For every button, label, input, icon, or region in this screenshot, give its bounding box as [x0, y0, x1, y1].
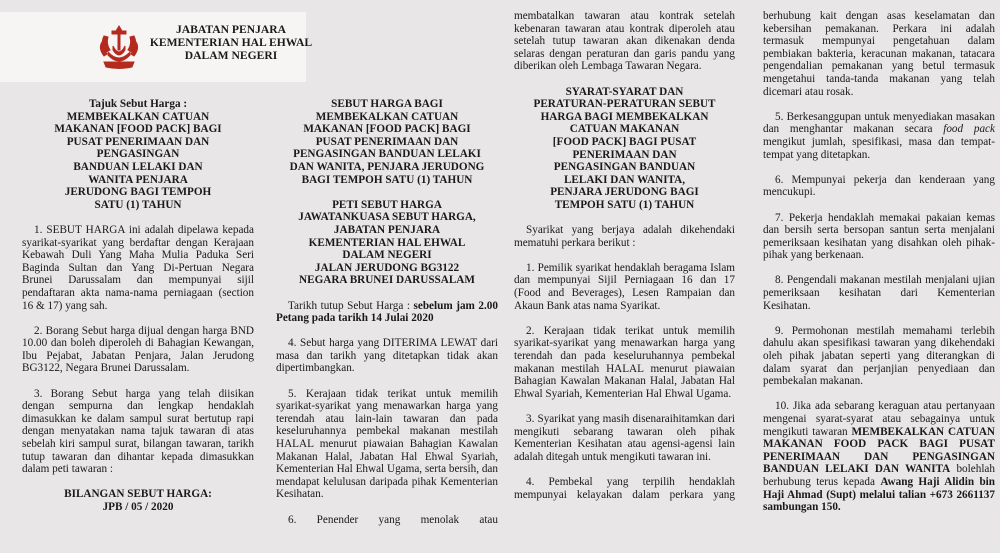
condition-2: 2. Kerajaan tidak terikat untuk memilih syarikat-syarikat yang menawarkan harga yang terendah dan pada keseluruhannya pembekal makanan mestilah HALAL menurut piawaian Bahagian Kawalan Makanan Halal, Jabatan Hal Ehwal Syariah, Kementerian Hal Ehwal Ugama.: [514, 324, 735, 400]
address-line: JAWATANKUASA SEBUT HARGA,: [298, 211, 476, 224]
column-4-body: [763, 10, 995, 514]
title-line: MEMBEKALKAN CATUAN: [66, 110, 210, 123]
title-line: BANDUAN LELAKI DAN: [73, 160, 203, 173]
condition-5-italic: food pack: [943, 123, 995, 136]
title-line: MAKANAN [FOOD PACK] BAGI: [303, 123, 471, 136]
quote-title: [22, 98, 254, 211]
address-line: JABATAN PENJARA: [333, 223, 441, 236]
brunei-crest-icon: [96, 22, 142, 72]
header-line: KEMENTERIAN HAL EHWAL: [149, 35, 313, 49]
title-line: SATU (1) TAHUN: [94, 198, 182, 211]
condition-5-text: 5. Berkesanggupan untuk menyediakan masakan dan menghantar makanan secara: [763, 110, 995, 136]
section-title: [276, 98, 498, 186]
title-line: CATUAN MAKANAN: [569, 123, 680, 136]
title-line: PENGASINGAN: [96, 148, 180, 161]
paragraph-5: 5. Kerajaan tidak terikat untuk memilih syarikat-syarikat yang menawarkan harga yang terendah atau lain-lain tawaran dan pada keseluruhannya pembekal makanan mestilah HALAL menurut piawaian Bahagian Kawalan Makanan Halal, Jabatan Hal Ehwal Syariah, Kementerian Hal Ehwal Ugama, serta bersih, dan mendapat kelulusan daripada pihak Kementerian Kesihatan.: [276, 387, 498, 501]
column-4: [763, 0, 995, 553]
paragraph-6: 6. Penender yang menolak atau: [288, 513, 498, 526]
column-2: [276, 0, 498, 553]
column-1-body: [22, 98, 254, 514]
title-line: PUSAT PENERIMAAN DAN: [66, 135, 210, 148]
header-line: DALAM NEGERI: [184, 48, 278, 62]
column-2-body: [276, 98, 498, 526]
title-line: PENGASINGAN BANDUAN: [553, 161, 696, 174]
title-line: SYARAT-SYARAT DAN: [565, 85, 684, 98]
condition-5-text-end: mengikut jumlah, spesifikasi, masa dan tempat-tempat yang ditetapkan.: [763, 135, 995, 161]
address-line: NEGARA BRUNEI DARUSSALAM: [299, 274, 475, 287]
title-line: HARGA BAGI MEMBEKALKAN: [540, 110, 709, 123]
column-3-body: [514, 10, 735, 501]
title-line: BAGI TEMPOH SATU (1) TAHUN: [301, 173, 473, 186]
condition-7: 7. Pekerja hendaklah memakai pakaian kemas dan bersih serta bersopan santun serta menjalani pemeriksaan kesihatan yang disahkan oleh pihak-pihak yang berkenaan.: [763, 211, 995, 262]
quote-number-value: JPB / 05 / 2020: [102, 501, 174, 513]
conditions-title: [514, 86, 735, 212]
title-line: SEBUT HARGA BAGI: [331, 98, 443, 110]
title-line: LELAKI DAN WANITA,: [563, 173, 686, 186]
paragraph-1: 1. SEBUT HARGA ini adalah dipelawa kepada syarikat-syarikat yang berdaftar dengan Kerajaan Kebawah Duli Yang Maha Mulia Paduka Seri Baginda Sultan dan Yang Di-Pertuan Negara Brunei Darussalam dan mempunyai sijil pendaftaran akta nama-nama perniagaan (section 16 & 17) yang sah.: [22, 223, 254, 312]
title-line: PUSAT PENERIMAAN DAN: [315, 135, 459, 148]
column-3: [514, 0, 735, 553]
condition-10-contact: Awang Haji Alidin bin Haji Ahmad (Supt) melalui talian +673 2661137 sambungan 150.: [763, 475, 995, 514]
paragraph-4: 4. Sebut harga yang DITERIMA LEWAT dari masa dan tarikh yang ditetapkan tidak akan dipertimbangkan.: [276, 337, 498, 375]
condition-3: 3. Syarikat yang masih disenaraihitamkan dari mengikuti sebarang tawaran oleh pihak Kementerian Kesihatan atau agensi-agensi lain adalah ditegah untuk mengikuti tawaran ini.: [514, 413, 735, 463]
title-line: [FOOD PACK] BAGI PUSAT: [552, 135, 697, 148]
title-line: JERUDONG BAGI TEMPOH: [64, 186, 212, 199]
paragraph-2: 2. Borang Sebut harga dijual dengan harga BND 10.00 dan boleh diperoleh di Bahagian Kewangan, Ibu Pejabat, Jabatan Penjara, Jalan Jerudong BG3122, Negara Brunei Darussalam.: [22, 324, 254, 375]
title-line: PENERIMAAN DAN: [572, 148, 677, 161]
condition-10-contact-intro: bolehlah berhubung terus kepada: [763, 463, 995, 488]
condition-6: 6. Mempunyai pekerja dan kenderaan yang mencukupi.: [763, 173, 995, 199]
title-line: PERATURAN-PERATURAN SEBUT: [533, 98, 716, 111]
address-line: JALAN JERUDONG BG3122: [314, 261, 460, 274]
title-line: Tajuk Sebut Harga :: [88, 98, 188, 110]
column-1: [22, 0, 313, 553]
condition-5: [763, 111, 995, 161]
header-line: JABATAN PENJARA: [175, 23, 287, 36]
condition-4-continued: berhubung kait dengan asas keselamatan dan kebersihan pemakanan. Perkara ini adalah termasuk mempunyai pengetahuan dalam pembiakan bakteria, keracunan makanan, tatacara pengendalian pemakanan yang betul termasuk mengetahui tanda-tanda makanan yang telah dicemari atau rosak.: [763, 10, 995, 98]
closing-date-value: sebelum jam 2.00 Petang pada tarikh 14 Julai 2020: [276, 299, 498, 325]
condition-9: 9. Permohonan mestilah memahami terlebih dahulu akan spesifikasi tawaran yang dikehendaki oleh pihak jabatan seperti yang diterangkan di dalam syarat dan perjanjian penyediaan dan pembekalan makanan.: [763, 324, 995, 388]
title-line: MAKANAN [FOOD PACK] BAGI: [54, 123, 222, 136]
title-line: PENGASINGAN BANDUAN LELAKI: [293, 148, 481, 161]
address-line: DALAM NEGERI: [342, 249, 432, 262]
condition-8: 8. Pengendali makanan mestilah menjalani ujian pemeriksaan kesihatan dari Kementerian Kesihatan.: [763, 274, 995, 312]
closing-date: [276, 300, 498, 325]
condition-10-tender-title: MEMBEKALKAN CATUAN MAKANAN FOOD PACK BAGI PUSAT PENERIMAAN DAN PENGASINGAN BANDUAN LELAKI DAN WANITA: [763, 425, 995, 476]
conditions-intro: Syarikat yang berjaya adalah dikehendaki mematuhi perkara berikut :: [514, 224, 735, 249]
condition-1: 1. Pemilik syarikat hendaklah beragama Islam dan mempunyai Sijil Perniagaan 16 dan 17 (Food and Beverages), Lesen Rampaian dan Akaun Bank atas nama Syarikat.: [514, 261, 735, 312]
title-line: MEMBEKALKAN CATUAN: [315, 110, 459, 123]
condition-4: 4. Pembekal yang terpilih hendaklah mempunyai kelayakan dalam perkara yang: [514, 475, 735, 501]
title-line: PENJARA JERUDONG BAGI: [550, 186, 699, 199]
paragraph-3: 3. Borang Sebut harga yang telah diisikan dengan sempurna dan lengkap hendaklah dimasukkan ke dalam sampul surat bertutup rapi dengan menyatakan nama tajuk tawaran di atas sebelah kiri sampul surat, bilangan tawaran, tarikh tutup tawaran dan dihantar kepada dimasukkan dalam peti tawaran :: [22, 387, 254, 476]
title-line: DAN WANITA, PENJARA JERUDONG: [289, 160, 485, 173]
paragraph-6-continued: membatalkan tawaran atau kontrak setelah kebenaran tawaran atau kontrak diperoleh atau setelah tutup tawaran akan dikenakan denda selaras dengan peraturan dan garis pandu yang diberikan oleh Lembaga Tawaran Negara.: [514, 10, 735, 73]
title-line: WANITA PENJARA: [88, 173, 188, 186]
tender-box-address: [276, 199, 498, 287]
address-line: KEMENTERIAN HAL EHWAL: [308, 236, 466, 249]
condition-10: [763, 400, 995, 513]
address-line: PETI SEBUT HARGA: [332, 198, 442, 211]
condition-10-text: 10. Jika ada sebarang keraguan atau pertanyaan mengenai syarat-syarat atau sebagainya untuk mengikuti tawaran: [763, 400, 995, 438]
title-line: TEMPOH SATU (1) TAHUN: [554, 198, 695, 211]
closing-date-label: Tarikh tutup Sebut Harga :: [288, 299, 414, 312]
quote-number-label: BILANGAN SEBUT HARGA:: [64, 488, 212, 501]
